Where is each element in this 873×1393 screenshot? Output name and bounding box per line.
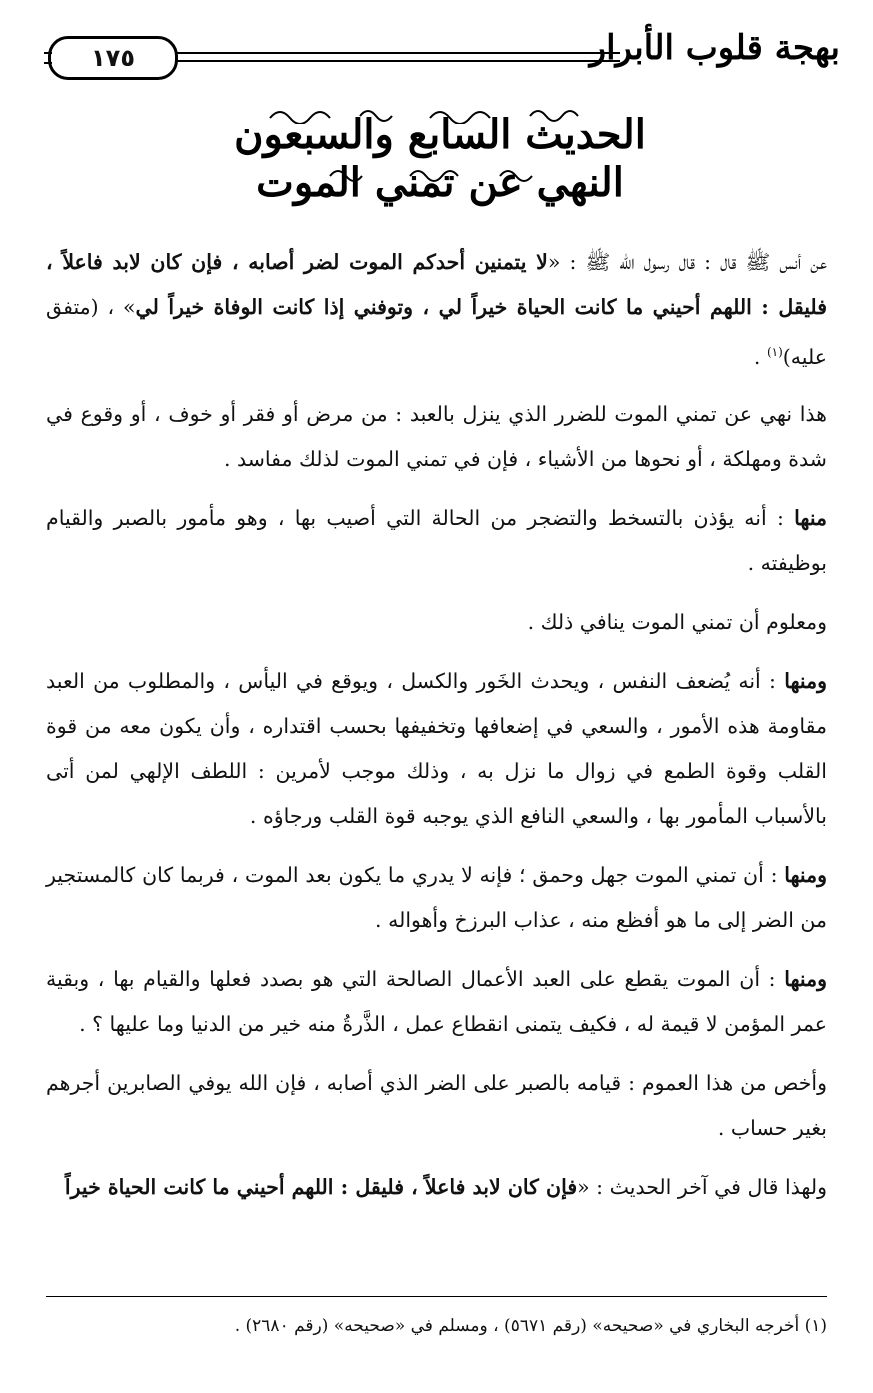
paragraph-note	[46, 600, 827, 645]
chapter-title-line2: النهي عن تمني الموت	[256, 159, 624, 206]
paragraph-text: ومعلوم أن تمني الموت ينافي ذلك .	[527, 609, 827, 634]
paragraph-lead: ومنها	[784, 862, 827, 887]
paragraph-text: وأخص من هذا العموم : قيامه بالصبر على الضر الذي أصابه ، فإن الله يوفي الصابرين أجرهم بغير حساب .	[46, 1070, 827, 1140]
header-rule-top	[175, 52, 620, 54]
footnote: (١) أخرجه البخاري في «صحيحه» (رقم ٥٦٧١) ، ومسلم في «صحيحه» (رقم ٢٦٨٠) .	[234, 1316, 827, 1336]
page-number: ١٧٥	[91, 44, 135, 72]
paragraph-hadith	[46, 240, 827, 380]
hadith-outro: » ، (متفق عليه)	[46, 295, 827, 369]
paragraph-text: : أن تمني الموت جهل وحمق ؛ فإنه لا يدري ما يكون بعد الموت ، فربما كان كالمستجير من الضر إلى ما هو أفظع منه ، عذاب البرزخ وأهواله .	[46, 862, 827, 932]
page-header	[40, 28, 840, 90]
paragraph-patience	[46, 1061, 827, 1151]
paragraph-text: هذا نهي عن تمني الموت للضرر الذي ينزل بالعبد : من مرض أو فقر أو خوف ، أو وقوع في شدة ومهلكة ، أو نحوها من الأشياء ، فإن في تمني الموت لذلك مفاسد .	[46, 401, 827, 471]
hadith-end: .	[753, 344, 767, 369]
paragraph-explanation	[46, 392, 827, 482]
paragraph-conclusion	[46, 1165, 827, 1210]
flourish-ornament-top	[150, 104, 730, 124]
chapter-title	[150, 112, 730, 206]
paragraph-quote: فإن كان لابد فاعلاً ، فليقل : اللهم أحيني ما كانت الحياة خيراً	[64, 1174, 578, 1199]
paragraph-harm-2	[46, 659, 827, 839]
flourish-ornament-middle	[150, 164, 730, 184]
header-rule-bottom	[175, 60, 620, 62]
paragraph-lead: منها	[794, 505, 827, 530]
paragraph-lead: ومنها	[784, 966, 827, 991]
paragraph-intro: ولهذا قال في آخر الحديث : «	[577, 1174, 827, 1199]
footnote-divider	[46, 1296, 827, 1297]
chapter-title-line1: الحديث السابع والسبعون	[234, 111, 646, 158]
paragraph-harm-4	[46, 957, 827, 1047]
footnote-reference[interactable]: (١)	[766, 345, 783, 359]
running-title: بهجة قلوب الأبرار	[589, 28, 840, 68]
paragraph-harm-1	[46, 496, 827, 586]
paragraph-text: : أنه يُضعف النفس ، ويحدث الخَور والكسل ، ويوقع في اليأس ، والمطلوب من العبد مقاومة هذه الأمور ، والسعي في إضعافها وتخفيفها بحسب اقتداره ، وأن يكون معه من قوة القلب وقوة الطمع في زوال ما نزل به ، وذلك موجب لأمرين : اللطف الإلهي لمن أتى بالأسباب المأمور بها ، والسعي النافع الذي يوجبه قوة القلب ورجاؤه .	[46, 668, 827, 828]
header-rule-cap	[44, 52, 52, 64]
hadith-quote: لا يتمنين أحدكم الموت لضر أصابه ، فإن كان لابد فاعلاً ، فليقل : اللهم أحيني ما كانت الحياة خيراً لي ، وتوفني إذا كانت الوفاة خيراً لي	[46, 250, 827, 319]
hadith-intro: عن أنس ﷺ قال : قال رسول الله ﷺ : «	[547, 250, 827, 274]
body-text	[46, 240, 827, 1224]
paragraph-harm-3	[46, 853, 827, 943]
paragraph-lead: ومنها	[784, 668, 827, 693]
paragraph-text: : أن الموت يقطع على العبد الأعمال الصالحة التي هو بصدد فعلها والقيام بها ، وبقية عمر المؤمن لا قيمة له ، فكيف يتمنى انقطاع عمل ، الذَّرةُ منه خير من الدنيا وما عليها ؟ .	[46, 966, 827, 1036]
paragraph-text: : أنه يؤذن بالتسخط والتضجر من الحالة التي أصيب بها ، وهو مأمور بالصبر والقيام بوظيفته .	[46, 505, 827, 575]
page-number-badge	[48, 36, 178, 80]
